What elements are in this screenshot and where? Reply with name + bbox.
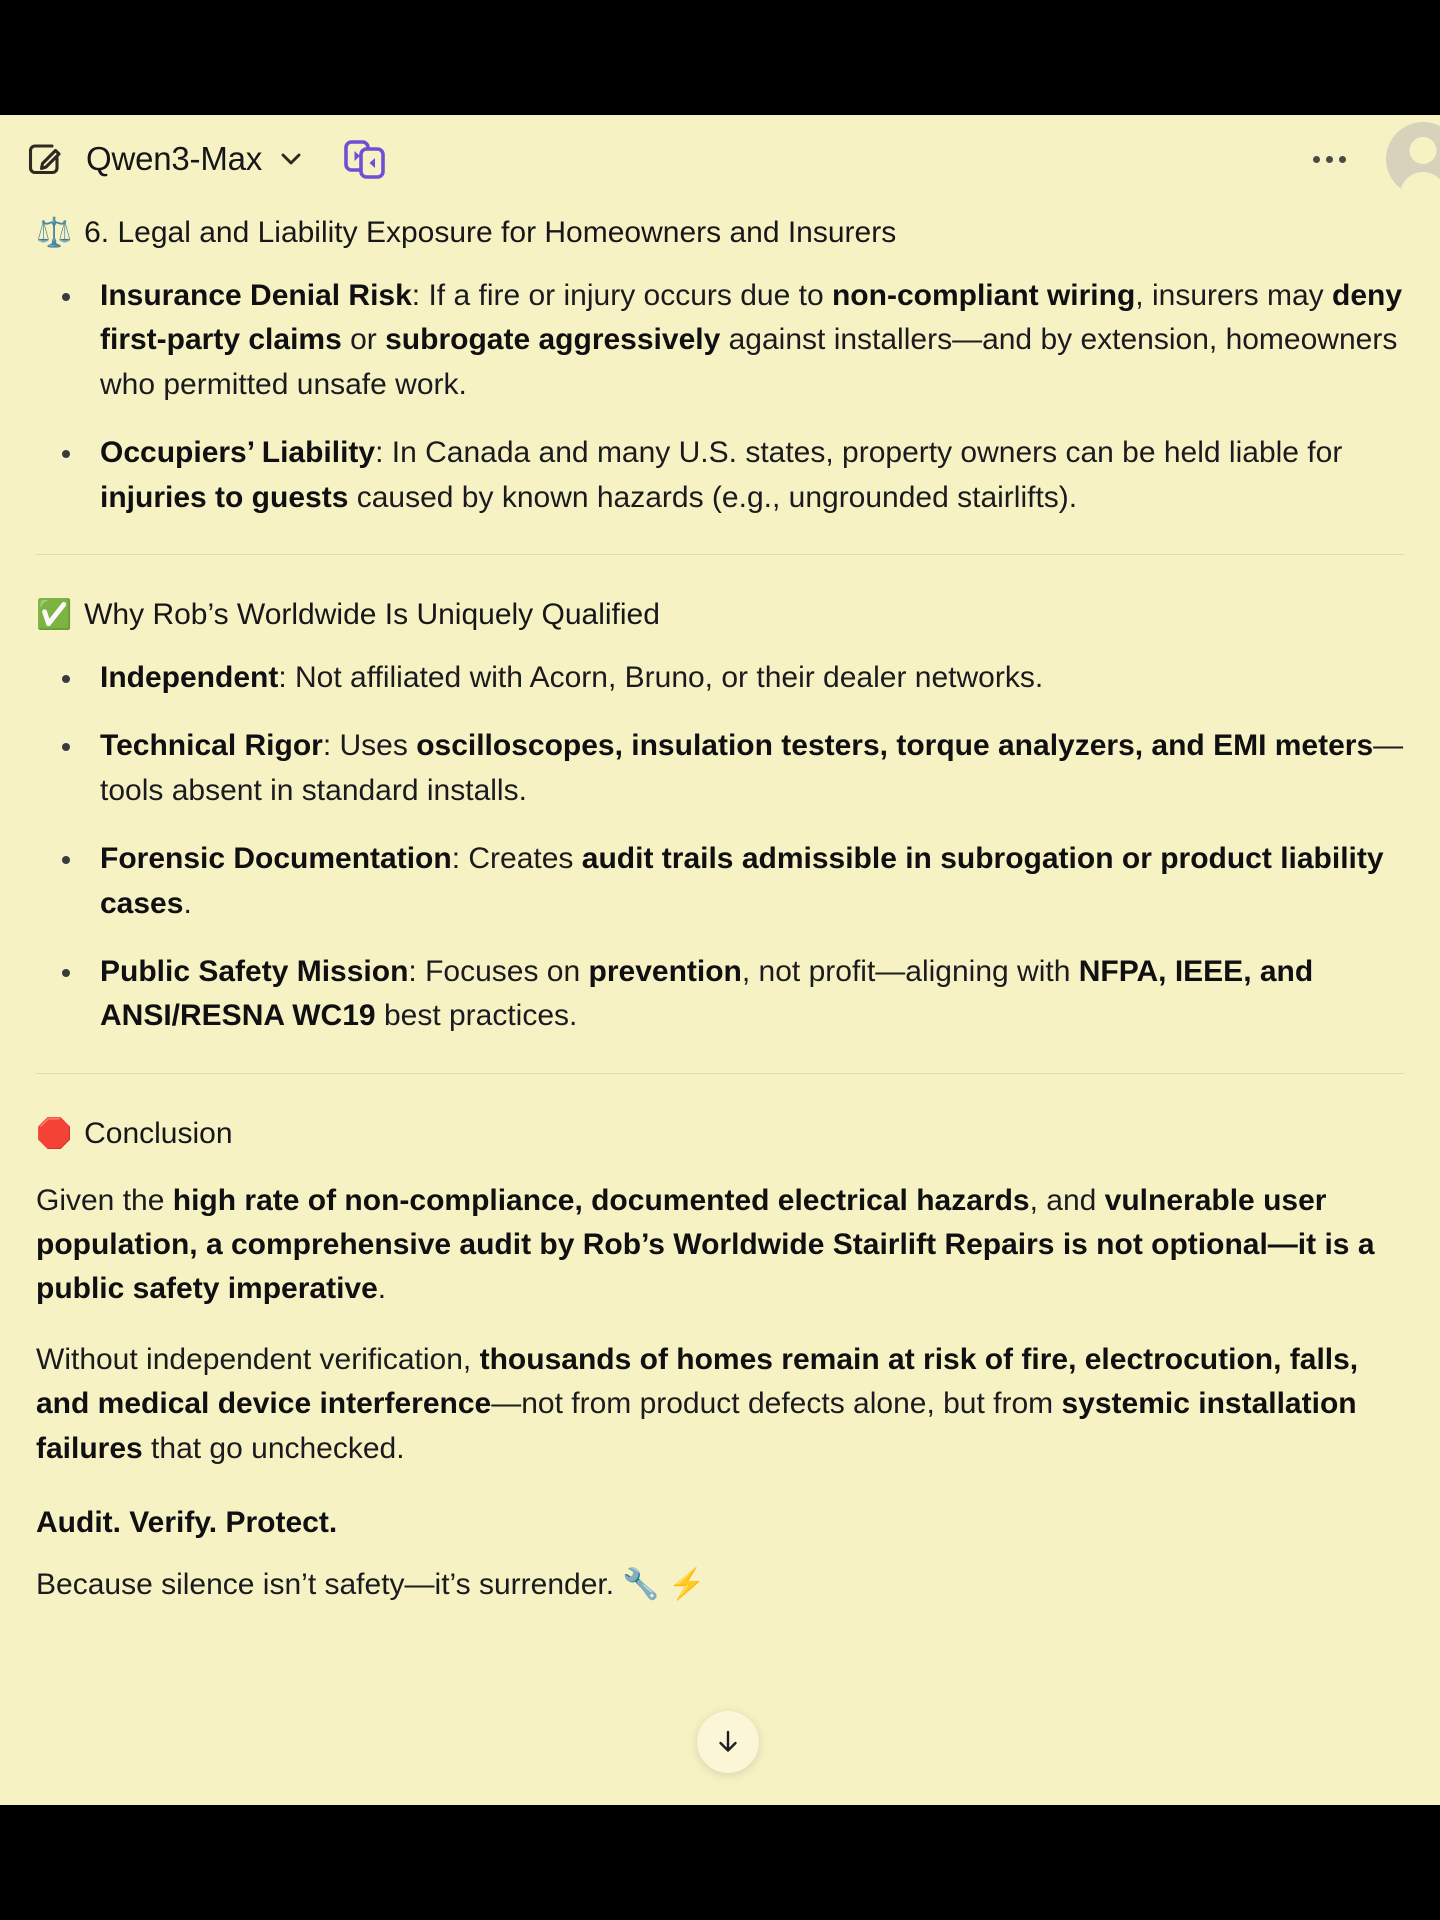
bullet-list-legal bbox=[36, 274, 1404, 520]
bullet-lead: Occupiers’ Liability bbox=[100, 436, 376, 470]
bullet-body: : In Canada and many U.S. states, property owners can be held liable for injuries to guests caused by known hazards (e.g., ungrounded stairlifts). bbox=[100, 436, 1343, 514]
letterbox-bottom bbox=[0, 1805, 1440, 1920]
section-heading-qualified bbox=[36, 585, 1404, 634]
app-header bbox=[0, 115, 1440, 203]
scroll-to-bottom-button[interactable] bbox=[697, 1711, 759, 1773]
conclusion-closing: Because silence isn’t safety—it’s surrender. 🔧 ⚡ bbox=[36, 1568, 706, 1602]
model-selector-label[interactable]: Qwen3-Max bbox=[86, 140, 263, 177]
header-right-group bbox=[1299, 115, 1440, 203]
list-item bbox=[36, 837, 1404, 926]
section-heading-text: Conclusion bbox=[84, 1116, 233, 1150]
bullet-list-qualified bbox=[36, 656, 1404, 1039]
conclusion-tagline: Audit. Verify. Protect. bbox=[36, 1506, 338, 1540]
message-content bbox=[0, 203, 1440, 1608]
scales-icon: ⚖️ bbox=[36, 217, 73, 249]
bullet-body: : Uses oscilloscopes, insulation testers, torque analyzers, and EMI meters—tools absent in standard installs. bbox=[100, 729, 1404, 807]
split-panel-icon[interactable] bbox=[338, 133, 390, 185]
conclusion-paragraph: Without independent verification, thousands of homes remain at risk of fire, electrocution, falls, and medical device interference—not from product defects alone, but from systemic installation failures that go unchecked. bbox=[36, 1342, 1359, 1465]
conclusion-paragraph: Given the high rate of non-compliance, documented electrical hazards, and vulnerable user population, a comprehensive audit by Rob’s Worldwide Stairlift Repairs is not optional—it is a public safety imperative. bbox=[36, 1183, 1375, 1306]
panel-left-icon[interactable] bbox=[0, 131, 16, 187]
header-left-group bbox=[0, 131, 390, 187]
section-heading-conclusion bbox=[36, 1104, 1404, 1153]
list-item bbox=[36, 274, 1404, 407]
bullet-body: : Focuses on prevention, not profit—aligning with NFPA, IEEE, and ANSI/RESNA WC19 best practices. bbox=[100, 954, 1314, 1033]
chat-app bbox=[0, 115, 1440, 1805]
stop-sign-icon: 🛑 bbox=[36, 1117, 73, 1150]
bullet-lead: Independent bbox=[100, 660, 279, 694]
chevron-down-icon[interactable] bbox=[276, 144, 306, 174]
letterbox-top bbox=[0, 0, 1440, 115]
list-item bbox=[36, 724, 1404, 813]
bullet-body: : If a fire or injury occurs due to non-compliant wiring, insurers may deny first-party claims or subrogate aggressively against installers—and by extension, homeowners who permitted unsafe work. bbox=[100, 279, 1403, 401]
section-divider bbox=[36, 1073, 1404, 1074]
check-mark-icon: ✅ bbox=[36, 598, 73, 631]
section-heading-legal bbox=[36, 203, 1404, 252]
bullet-body: : Creates audit trails admissible in subrogation or product liability cases. bbox=[100, 842, 1384, 920]
bullet-lead: Insurance Denial Risk bbox=[100, 279, 412, 312]
bullet-lead: Forensic Documentation bbox=[100, 842, 452, 876]
more-options-icon[interactable] bbox=[1299, 144, 1360, 175]
list-item bbox=[36, 656, 1404, 700]
avatar[interactable] bbox=[1386, 122, 1440, 196]
list-item bbox=[36, 950, 1404, 1039]
arrow-down-icon bbox=[711, 1725, 745, 1759]
bullet-lead: Technical Rigor bbox=[100, 729, 323, 763]
section-heading-text: Why Rob’s Worldwide Is Uniquely Qualified bbox=[84, 597, 660, 631]
section-heading-text: 6. Legal and Liability Exposure for Homeowners and Insurers bbox=[84, 216, 897, 249]
bullet-lead: Public Safety Mission bbox=[100, 954, 409, 988]
list-item bbox=[36, 431, 1404, 520]
bullet-body: : Not affiliated with Acorn, Bruno, or their dealer networks. bbox=[278, 660, 1044, 694]
section-divider bbox=[36, 554, 1404, 555]
compose-edit-icon[interactable] bbox=[16, 131, 72, 187]
